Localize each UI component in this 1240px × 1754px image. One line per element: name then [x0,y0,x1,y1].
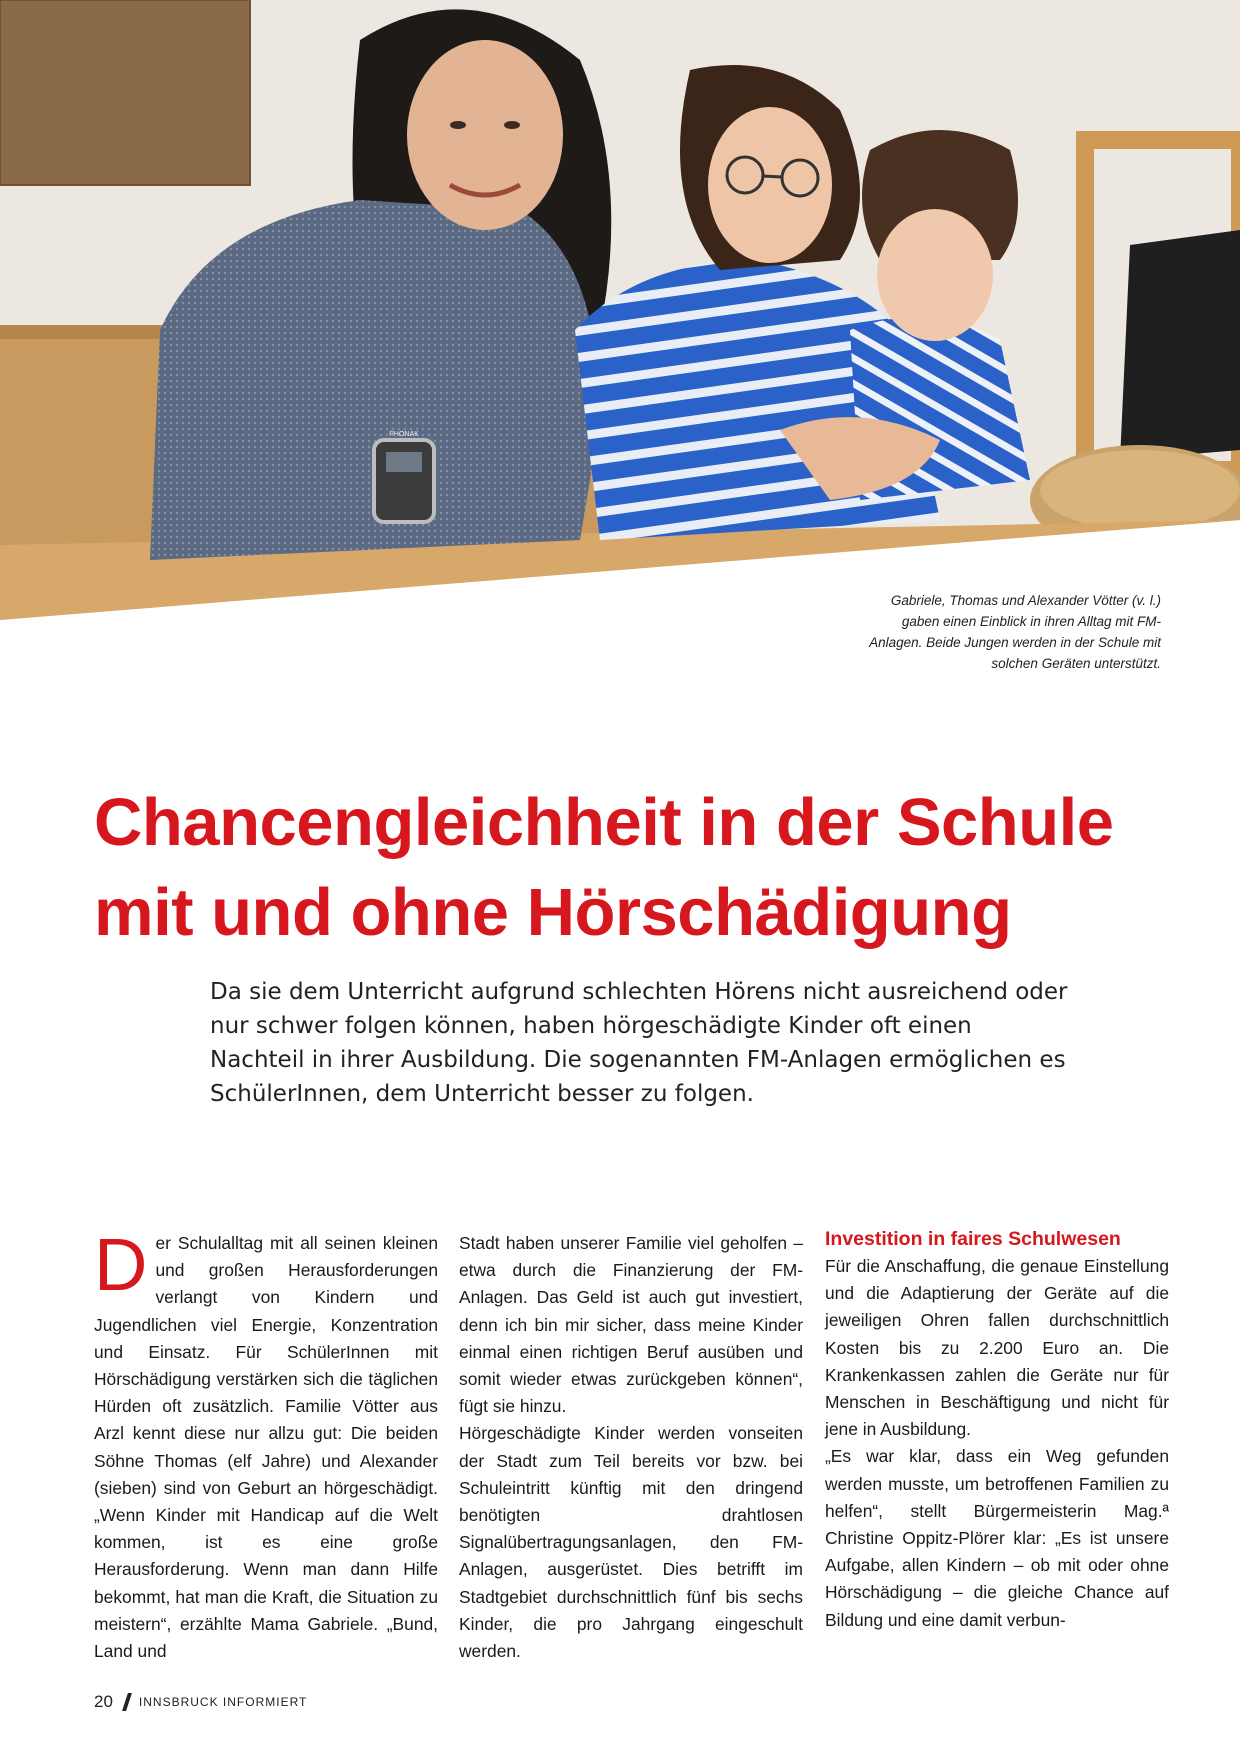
article-column-2 [459,1230,803,1665]
slash-divider-icon [122,1693,132,1711]
device-label: PHONAK [389,431,419,438]
publication-name: INNSBRUCK INFORMIERT [138,1695,308,1709]
column-2-paragraph-2: Hörgeschädigte Kinder werden vonseiten der Stadt zum Teil bereits vor bzw. bei Schuleintritt künftig mit den dringend benötigten drahtlosen Signalübertragungsanlagen, den FM-Anlagen, ausgerüstet. Dies betrifft im Stadtgebiet durchschnittlich fünf bis sechs Kinder, die pro Jahrgang eingeschult werden. [459,1423,803,1662]
fm-device [374,431,434,522]
bag [1120,230,1240,460]
page-number: 20 [94,1692,113,1711]
article-paragraph [94,1223,438,1665]
family-photo-illustration [0,0,1240,620]
photo-caption: Gabriele, Thomas und Alexander Vötter (v. l.) gaben einen Einblick in ihren Alltag mit FM-Anlagen. Beide Jungen werden in der Schule mit solchen Geräten unterstützt. [869,593,1161,671]
page-title [94,778,1174,958]
article-photo [0,0,1240,620]
lead-paragraph: Da sie dem Unterricht aufgrund schlechten Hörens nicht ausreichend oder nur schwer folgen können, haben hörgeschädigte Kinder oft einen Nachteil in ihrer Ausbildung. Die sogenannten FM-Anlagen ermöglichen es SchülerInnen, dem Unterricht besser zu folgen. [210,979,1068,1107]
column-2-paragraph-1: Stadt haben unserer Familie viel geholfen – etwa durch die Finanzierung der FM-Anlagen. Das Geld ist auch gut investiert, denn ich bin mir sicher, dass meine Kinder einmal einen richtigen Beruf ausüben und somit wieder etwas zurückgeben können“, fügt sie hinzu. [459,1233,803,1417]
section-subheading: Investition in faires Schulwesen [825,1228,1121,1250]
drop-cap: D [94,1223,148,1306]
woman-face [407,40,563,230]
curtain [0,0,250,185]
column-3-paragraph-2: „Es war klar, dass ein Weg gefunden werden musste, um betroffenen Familien zu helfen“, stellt Bürgermeisterin Mag.ª Christine Oppitz-Plörer klar: „Es ist unsere Aufgabe, allen Kindern – ob mit oder ohne Hörschädigung – die gleiche Chance auf Bildung und eine damit verbun- [825,1446,1169,1630]
title-line-2: mit und ohne Hörschädigung [94,875,1012,950]
column-1-text: er Schulalltag mit all seinen kleinen und großen Herausforderungen verlangt von Kindern und Jugendlichen viel Energie, Konzentration und Einsatz. Für SchülerInnen mit Hörschädigung verstärken sich die täglichen Hürden oft zusätzlich. Familie Vötter aus Arzl kennt diese nur allzu gut: Die beiden Söhne Thomas (elf Jahre) und Alexander (sieben) sind von Geburt an hörgeschädigt. „Wenn Kinder mit Handicap auf die Welt kommen, ist es eine große Herausforderung. Wenn man dann Hilfe bekommt, hat man die Kraft, die Situation zu meistern“, erzählte Mama Gabriele. „Bund, Land und [94,1233,438,1662]
boy-alexander-face [877,209,993,341]
article-column-3 [825,1226,1169,1634]
page-footer [94,1690,307,1714]
title-line-1: Chancengleichheit in der Schule [94,785,1114,860]
column-3-paragraph-1: Für die Anschaffung, die genaue Einstellung und die Adaptierung der Geräte auf die jeweiligen Ohren fallen durchschnittlich Kosten bis zu 2.200 Euro an. Die Krankenkassen zahlen die Geräte nur für Menschen in Beschäftigung und nicht für jene in Ausbildung. [825,1256,1169,1440]
article-column-1 [94,1223,438,1665]
boy-thomas-face [708,107,832,263]
